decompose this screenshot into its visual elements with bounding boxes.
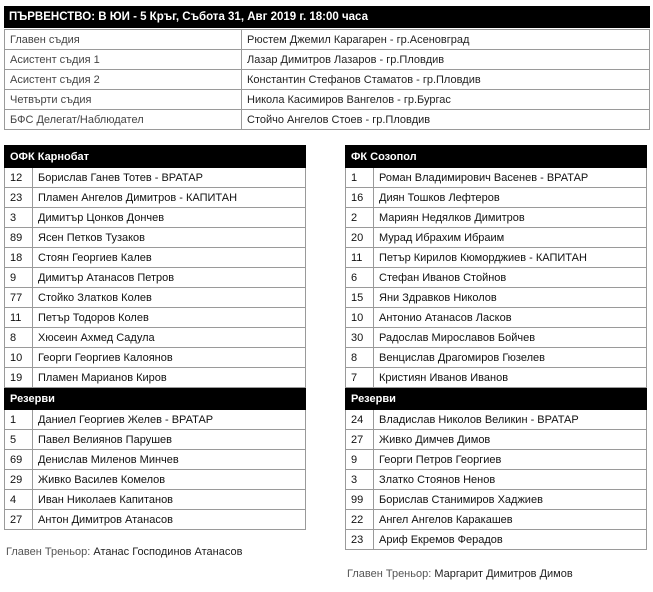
player-name: Петър Кирилов Кюморджиев - КАПИТАН	[374, 248, 647, 268]
player-row	[5, 188, 306, 208]
player-number: 3	[346, 470, 374, 490]
player-row	[5, 490, 306, 510]
home-team-lineup	[4, 145, 306, 530]
official-name: Константин Стефанов Стаматов - гр.Пловдив	[242, 70, 650, 90]
away-coach	[347, 568, 573, 580]
player-number: 27	[5, 510, 33, 530]
official-row	[5, 50, 650, 70]
player-number: 1	[346, 168, 374, 188]
player-number: 16	[346, 188, 374, 208]
player-row	[5, 470, 306, 490]
player-row	[5, 228, 306, 248]
match-header: ПЪРВЕНСТВО: В ЮИ - 5 Кръг, Събота 31, Авг 2019 г. 18:00 часа	[4, 6, 650, 28]
reserves-header	[346, 388, 647, 410]
player-row	[346, 188, 647, 208]
player-row	[346, 308, 647, 328]
player-name: Диян Тошков Лефтеров	[374, 188, 647, 208]
team-name	[346, 146, 647, 168]
player-name: Ариф Екремов Ферадов	[374, 530, 647, 550]
player-name: Роман Владимирович Васенев - ВРАТАР	[374, 168, 647, 188]
player-number: 29	[5, 470, 33, 490]
player-name: Антонио Атанасов Ласков	[374, 308, 647, 328]
player-name: Мариян Недялков Димитров	[374, 208, 647, 228]
official-name: Лазар Димитров Лазаров - гр.Пловдив	[242, 50, 650, 70]
player-number: 9	[5, 268, 33, 288]
official-row	[5, 110, 650, 130]
official-role: Асистент съдия 1	[5, 50, 242, 70]
player-row	[5, 288, 306, 308]
official-row	[5, 70, 650, 90]
player-row	[346, 268, 647, 288]
player-name: Радослав Мирославов Бойчев	[374, 328, 647, 348]
player-row	[5, 368, 306, 388]
official-row	[5, 30, 650, 50]
reserves-header	[5, 388, 306, 410]
reserves-header-label: Резерви	[346, 388, 647, 410]
player-name: Антон Димитров Атанасов	[33, 510, 306, 530]
coach-name: Маргарит Димитров Димов	[434, 568, 573, 580]
player-row	[5, 268, 306, 288]
player-row	[346, 328, 647, 348]
player-name: Кристиян Иванов Иванов	[374, 368, 647, 388]
official-role: БФС Делегат/Наблюдател	[5, 110, 242, 130]
player-name: Стоян Георгиев Калев	[33, 248, 306, 268]
player-number: 10	[346, 308, 374, 328]
player-number: 11	[346, 248, 374, 268]
player-number: 1	[5, 410, 33, 430]
player-number: 15	[346, 288, 374, 308]
official-name: Никола Касимиров Вангелов - гр.Бургас	[242, 90, 650, 110]
player-name: Мурад Ибрахим Ибраим	[374, 228, 647, 248]
player-name: Пламен Марианов Киров	[33, 368, 306, 388]
player-number: 3	[5, 208, 33, 228]
player-row	[346, 228, 647, 248]
player-name: Живко Василев Комелов	[33, 470, 306, 490]
player-number: 27	[346, 430, 374, 450]
player-number: 9	[346, 450, 374, 470]
player-row	[5, 168, 306, 188]
player-row	[5, 510, 306, 530]
player-number: 6	[346, 268, 374, 288]
player-name: Иван Николаев Капитанов	[33, 490, 306, 510]
reserves-header-label: Резерви	[5, 388, 306, 410]
player-number: 24	[346, 410, 374, 430]
player-name: Стойко Златков Колев	[33, 288, 306, 308]
official-role: Четвърти съдия	[5, 90, 242, 110]
player-name: Пламен Ангелов Димитров - КАПИТАН	[33, 188, 306, 208]
player-name: Хюсеин Ахмед Садула	[33, 328, 306, 348]
player-row	[5, 208, 306, 228]
player-number: 11	[5, 308, 33, 328]
player-number: 99	[346, 490, 374, 510]
player-number: 8	[5, 328, 33, 348]
player-row	[346, 430, 647, 450]
player-name: Ясен Петков Тузаков	[33, 228, 306, 248]
player-row	[346, 288, 647, 308]
player-row	[5, 430, 306, 450]
player-number: 23	[346, 530, 374, 550]
player-name: Живко Димчев Димов	[374, 430, 647, 450]
player-row	[5, 450, 306, 470]
player-number: 22	[346, 510, 374, 530]
player-name: Денислав Миленов Минчев	[33, 450, 306, 470]
player-name: Борислав Станимиров Хаджиев	[374, 490, 647, 510]
player-row	[5, 328, 306, 348]
player-number: 2	[346, 208, 374, 228]
coach-name: Атанас Господинов Атанасов	[93, 546, 243, 558]
player-number: 8	[346, 348, 374, 368]
home-coach	[6, 546, 242, 558]
player-row	[346, 490, 647, 510]
team-name-label: ФК Созопол	[346, 146, 647, 168]
player-name: Владислав Николов Великин - ВРАТАР	[374, 410, 647, 430]
player-row	[346, 208, 647, 228]
player-number: 19	[5, 368, 33, 388]
player-row	[346, 450, 647, 470]
player-row	[5, 308, 306, 328]
player-number: 77	[5, 288, 33, 308]
player-row	[5, 348, 306, 368]
player-name: Георги Петров Георгиев	[374, 450, 647, 470]
player-number: 7	[346, 368, 374, 388]
player-number: 10	[5, 348, 33, 368]
player-number: 5	[5, 430, 33, 450]
player-row	[346, 530, 647, 550]
player-row	[346, 368, 647, 388]
player-row	[346, 410, 647, 430]
player-number: 30	[346, 328, 374, 348]
player-row	[346, 248, 647, 268]
player-name: Петър Тодоров Колев	[33, 308, 306, 328]
player-name: Даниел Георгиев Желев - ВРАТАР	[33, 410, 306, 430]
official-role: Главен съдия	[5, 30, 242, 50]
player-name: Венцислав Драгомиров Гюзелев	[374, 348, 647, 368]
player-name: Димитър Цонков Дончев	[33, 208, 306, 228]
official-row	[5, 90, 650, 110]
player-name: Димитър Атанасов Петров	[33, 268, 306, 288]
coach-role: Главен Треньор:	[6, 546, 91, 558]
officials-table	[4, 29, 650, 130]
player-number: 12	[5, 168, 33, 188]
player-row	[346, 168, 647, 188]
team-name	[5, 146, 306, 168]
player-name: Павел Велиянов Парушев	[33, 430, 306, 450]
player-name: Стефан Иванов Стойнов	[374, 268, 647, 288]
player-row	[5, 248, 306, 268]
away-team-lineup	[345, 145, 647, 550]
official-role: Асистент съдия 2	[5, 70, 242, 90]
team-name-label: ОФК Карнобат	[5, 146, 306, 168]
player-name: Яни Здравков Николов	[374, 288, 647, 308]
player-name: Борислав Ганев Тотев - ВРАТАР	[33, 168, 306, 188]
player-name: Златко Стоянов Ненов	[374, 470, 647, 490]
player-row	[346, 470, 647, 490]
player-row	[346, 510, 647, 530]
player-number: 69	[5, 450, 33, 470]
player-number: 18	[5, 248, 33, 268]
player-number: 4	[5, 490, 33, 510]
player-row	[5, 410, 306, 430]
player-number: 20	[346, 228, 374, 248]
official-name: Рюстем Джемил Карагарен - гр.Асеновград	[242, 30, 650, 50]
player-name: Георги Георгиев Калоянов	[33, 348, 306, 368]
player-name: Ангел Ангелов Каракашев	[374, 510, 647, 530]
official-name: Стойчо Ангелов Стоев - гр.Пловдив	[242, 110, 650, 130]
player-row	[346, 348, 647, 368]
coach-role: Главен Треньор:	[347, 568, 432, 580]
player-number: 89	[5, 228, 33, 248]
player-number: 23	[5, 188, 33, 208]
